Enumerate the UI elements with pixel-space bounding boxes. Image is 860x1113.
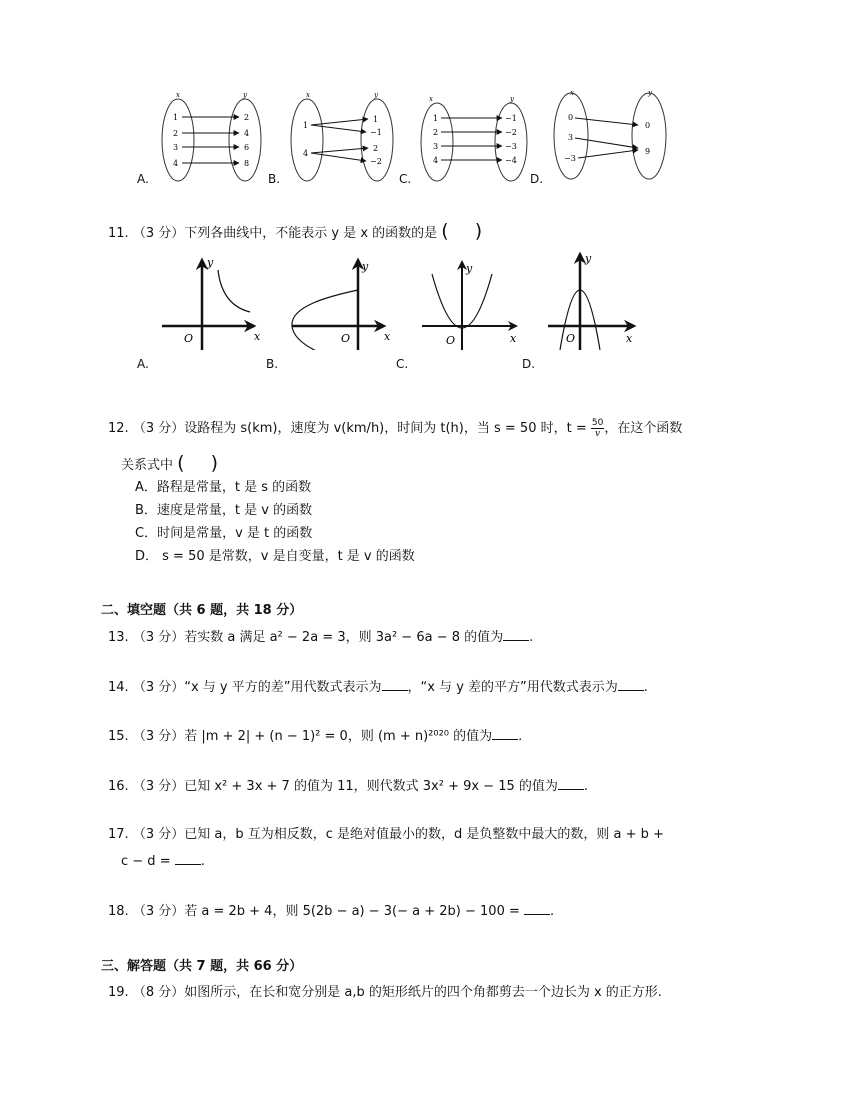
q12-stem-line2: 关系式中 ( ) <box>121 452 218 474</box>
axis-x-label: x <box>626 332 633 345</box>
set-element: −2 <box>370 157 382 166</box>
set-element: −3 <box>505 142 517 151</box>
axis-y-label: y <box>207 256 214 269</box>
q11-option-b: B. <box>266 357 279 371</box>
q15: 15. （3 分）若 |m + 2| + (n − 1)² = 0，则 (m + n)²⁰²⁰ 的值为 . <box>108 729 523 744</box>
q16: 16. （3 分）已知 x² + 3x + 7 的值为 11，则代数式 3x² + 9x − 15 的值为 . <box>108 779 589 794</box>
section-heading-fill-in: 二、填空题（共 6 题，共 18 分） <box>101 603 303 618</box>
question-number: 11. <box>108 226 129 241</box>
q10-option-d: D. <box>530 172 544 186</box>
set-element: 9 <box>645 147 651 156</box>
question-number: 16. <box>108 779 129 794</box>
q18: 18. （3 分）若 a = 2b + 4，则 5(2b − a) − 3(− a + 2b) − 100 = . <box>108 904 555 919</box>
q17-line2: c − d = . <box>121 854 205 869</box>
question-number: 13. <box>108 630 129 645</box>
set-element: 2 <box>433 128 439 137</box>
answer-blank[interactable] <box>492 727 518 740</box>
set-element: −3 <box>564 154 576 163</box>
q11-stem <box>108 222 482 243</box>
origin-label: O <box>446 334 456 347</box>
answer-blank[interactable] <box>618 678 644 691</box>
q11-graph-d <box>548 252 634 350</box>
q11-option-d: D. <box>522 357 536 371</box>
question-number: 18. <box>108 904 129 919</box>
q12-choice-b: B．速度是常量，t 是 v 的函数 <box>135 503 313 518</box>
axis-x-label: x <box>254 330 261 343</box>
q10-diagram-c <box>421 95 527 181</box>
q10-option-a: A. <box>137 172 149 186</box>
set-element: 4 <box>303 149 309 158</box>
set-element: −1 <box>370 128 382 137</box>
answer-blank[interactable] <box>524 902 550 915</box>
set-y-label: y <box>374 91 378 99</box>
set-element: 6 <box>244 143 250 152</box>
question-number: 14. <box>108 680 129 695</box>
q12-stem <box>108 418 682 439</box>
question-text-cont: ，在这个函数 <box>604 421 683 436</box>
q11-option-a: A. <box>137 357 149 371</box>
set-x-label: x <box>429 95 433 103</box>
axis-x-label: x <box>384 330 391 343</box>
answer-blank[interactable] <box>382 678 408 691</box>
question-text: （3 分）已知 x² + 3x + 7 的值为 11，则代数式 3x² + 9x − 15 的值为 <box>132 779 558 794</box>
set-x-label: x <box>570 89 574 97</box>
q14: 14. （3 分）“x 与 y 平方的差”用代数式表示为 ，“x 与 y 差的平方”用代数式表示为 . <box>108 680 648 695</box>
q10-option-b: B. <box>268 172 281 186</box>
question-number: 19. <box>108 985 129 1000</box>
q17 <box>108 826 664 844</box>
q12-choice-c: C．时间是常量，v 是 t 的函数 <box>135 526 313 541</box>
q11-graph-c <box>422 262 517 350</box>
question-number: 17. <box>108 827 129 842</box>
axis-y-label: y <box>585 252 592 265</box>
question-text: （3 分）若 |m + 2| + (n − 1)² = 0，则 (m + n)²⁰²⁰ 的值为 <box>132 729 493 744</box>
q10-diagram-d <box>554 89 666 179</box>
answer-paren-close: ) <box>474 220 483 242</box>
axis-x-label: x <box>510 332 517 345</box>
answer-paren-open: ( <box>441 220 449 242</box>
set-x-label: x <box>176 91 180 99</box>
set-element: 8 <box>244 159 250 168</box>
set-y-label: y <box>510 95 514 103</box>
q11-option-c: C. <box>396 357 409 371</box>
answer-paren-close: ) <box>210 452 218 474</box>
q12-choice-d: D． s = 50 是常数，v 是自变量，t 是 v 的函数 <box>135 549 415 564</box>
set-element: 4 <box>433 156 439 165</box>
q10-diagram-b <box>291 91 393 181</box>
answer-paren-open: ( <box>177 452 185 474</box>
set-element: 3 <box>568 133 574 142</box>
question-text: （3 分）设路程为 s(km)，速度为 v(km/h)，时间为 t(h)，当 s = 50 时，t = <box>132 421 587 436</box>
set-element: 4 <box>244 129 250 138</box>
set-element: 4 <box>173 159 179 168</box>
q11-curve-graphs <box>150 250 650 350</box>
fraction: $\frac{50}{v}$ <box>591 418 604 439</box>
question-number: 12. <box>108 421 129 436</box>
set-element: −2 <box>505 128 517 137</box>
section-heading-solutions: 三、解答题（共 7 题，共 66 分） <box>101 959 303 974</box>
answer-blank[interactable] <box>558 777 584 790</box>
set-element: 1 <box>303 121 309 130</box>
set-element: 3 <box>173 143 179 152</box>
answer-blank[interactable] <box>503 628 529 641</box>
set-element: 1 <box>433 114 439 123</box>
set-x-label: x <box>306 91 310 99</box>
question-text: （3 分）若实数 a 满足 a² − 2a = 3，则 3a² − 6a − 8 的值为 <box>132 630 504 645</box>
set-element: 2 <box>173 129 179 138</box>
axis-y-label: y <box>466 262 473 275</box>
set-element: 2 <box>373 144 379 153</box>
set-element: 0 <box>568 113 574 122</box>
origin-label: O <box>566 332 576 345</box>
set-element: −1 <box>505 114 517 123</box>
answer-blank[interactable] <box>175 852 201 865</box>
q11-graph-a <box>162 256 261 350</box>
set-y-label: y <box>243 91 247 99</box>
q11-graph-b <box>292 260 391 350</box>
set-element: 1 <box>173 113 179 122</box>
set-element: −4 <box>505 156 517 165</box>
set-element: 3 <box>433 142 439 151</box>
question-text: （3 分）下列各曲线中，不能表示 y 是 x 的函数的是 <box>132 226 438 241</box>
q13: 13. （3 分）若实数 a 满足 a² − 2a = 3，则 3a² − 6a − 8 的值为 . <box>108 630 534 645</box>
q19 <box>108 984 662 1002</box>
q10-option-c: C. <box>399 172 412 186</box>
origin-label: O <box>341 332 351 345</box>
set-element: 0 <box>645 121 651 130</box>
question-text: （3 分）“x 与 y 平方的差”用代数式表示为 <box>132 680 382 695</box>
q10-diagram-a <box>162 91 261 181</box>
question-text: （3 分）已知 a，b 互为相反数，c 是绝对值最小的数，d 是负整数中最大的数，则 a + b + <box>132 827 664 842</box>
origin-label: O <box>184 332 194 345</box>
axis-y-label: y <box>362 260 369 273</box>
question-number: 15. <box>108 729 129 744</box>
set-y-label: y <box>648 89 652 97</box>
set-element: 1 <box>373 115 379 124</box>
question-text: （8 分）如图所示，在长和宽分别是 a,b 的矩形纸片的四个角都剪去一个边长为 x 的正方形. <box>132 985 662 1000</box>
question-text: （3 分）若 a = 2b + 4，则 5(2b − a) − 3(− a + 2b) − 100 = <box>132 904 520 919</box>
q12-choice-a: A．路程是常量，t 是 s 的函数 <box>135 480 312 495</box>
set-element: 2 <box>244 113 250 122</box>
